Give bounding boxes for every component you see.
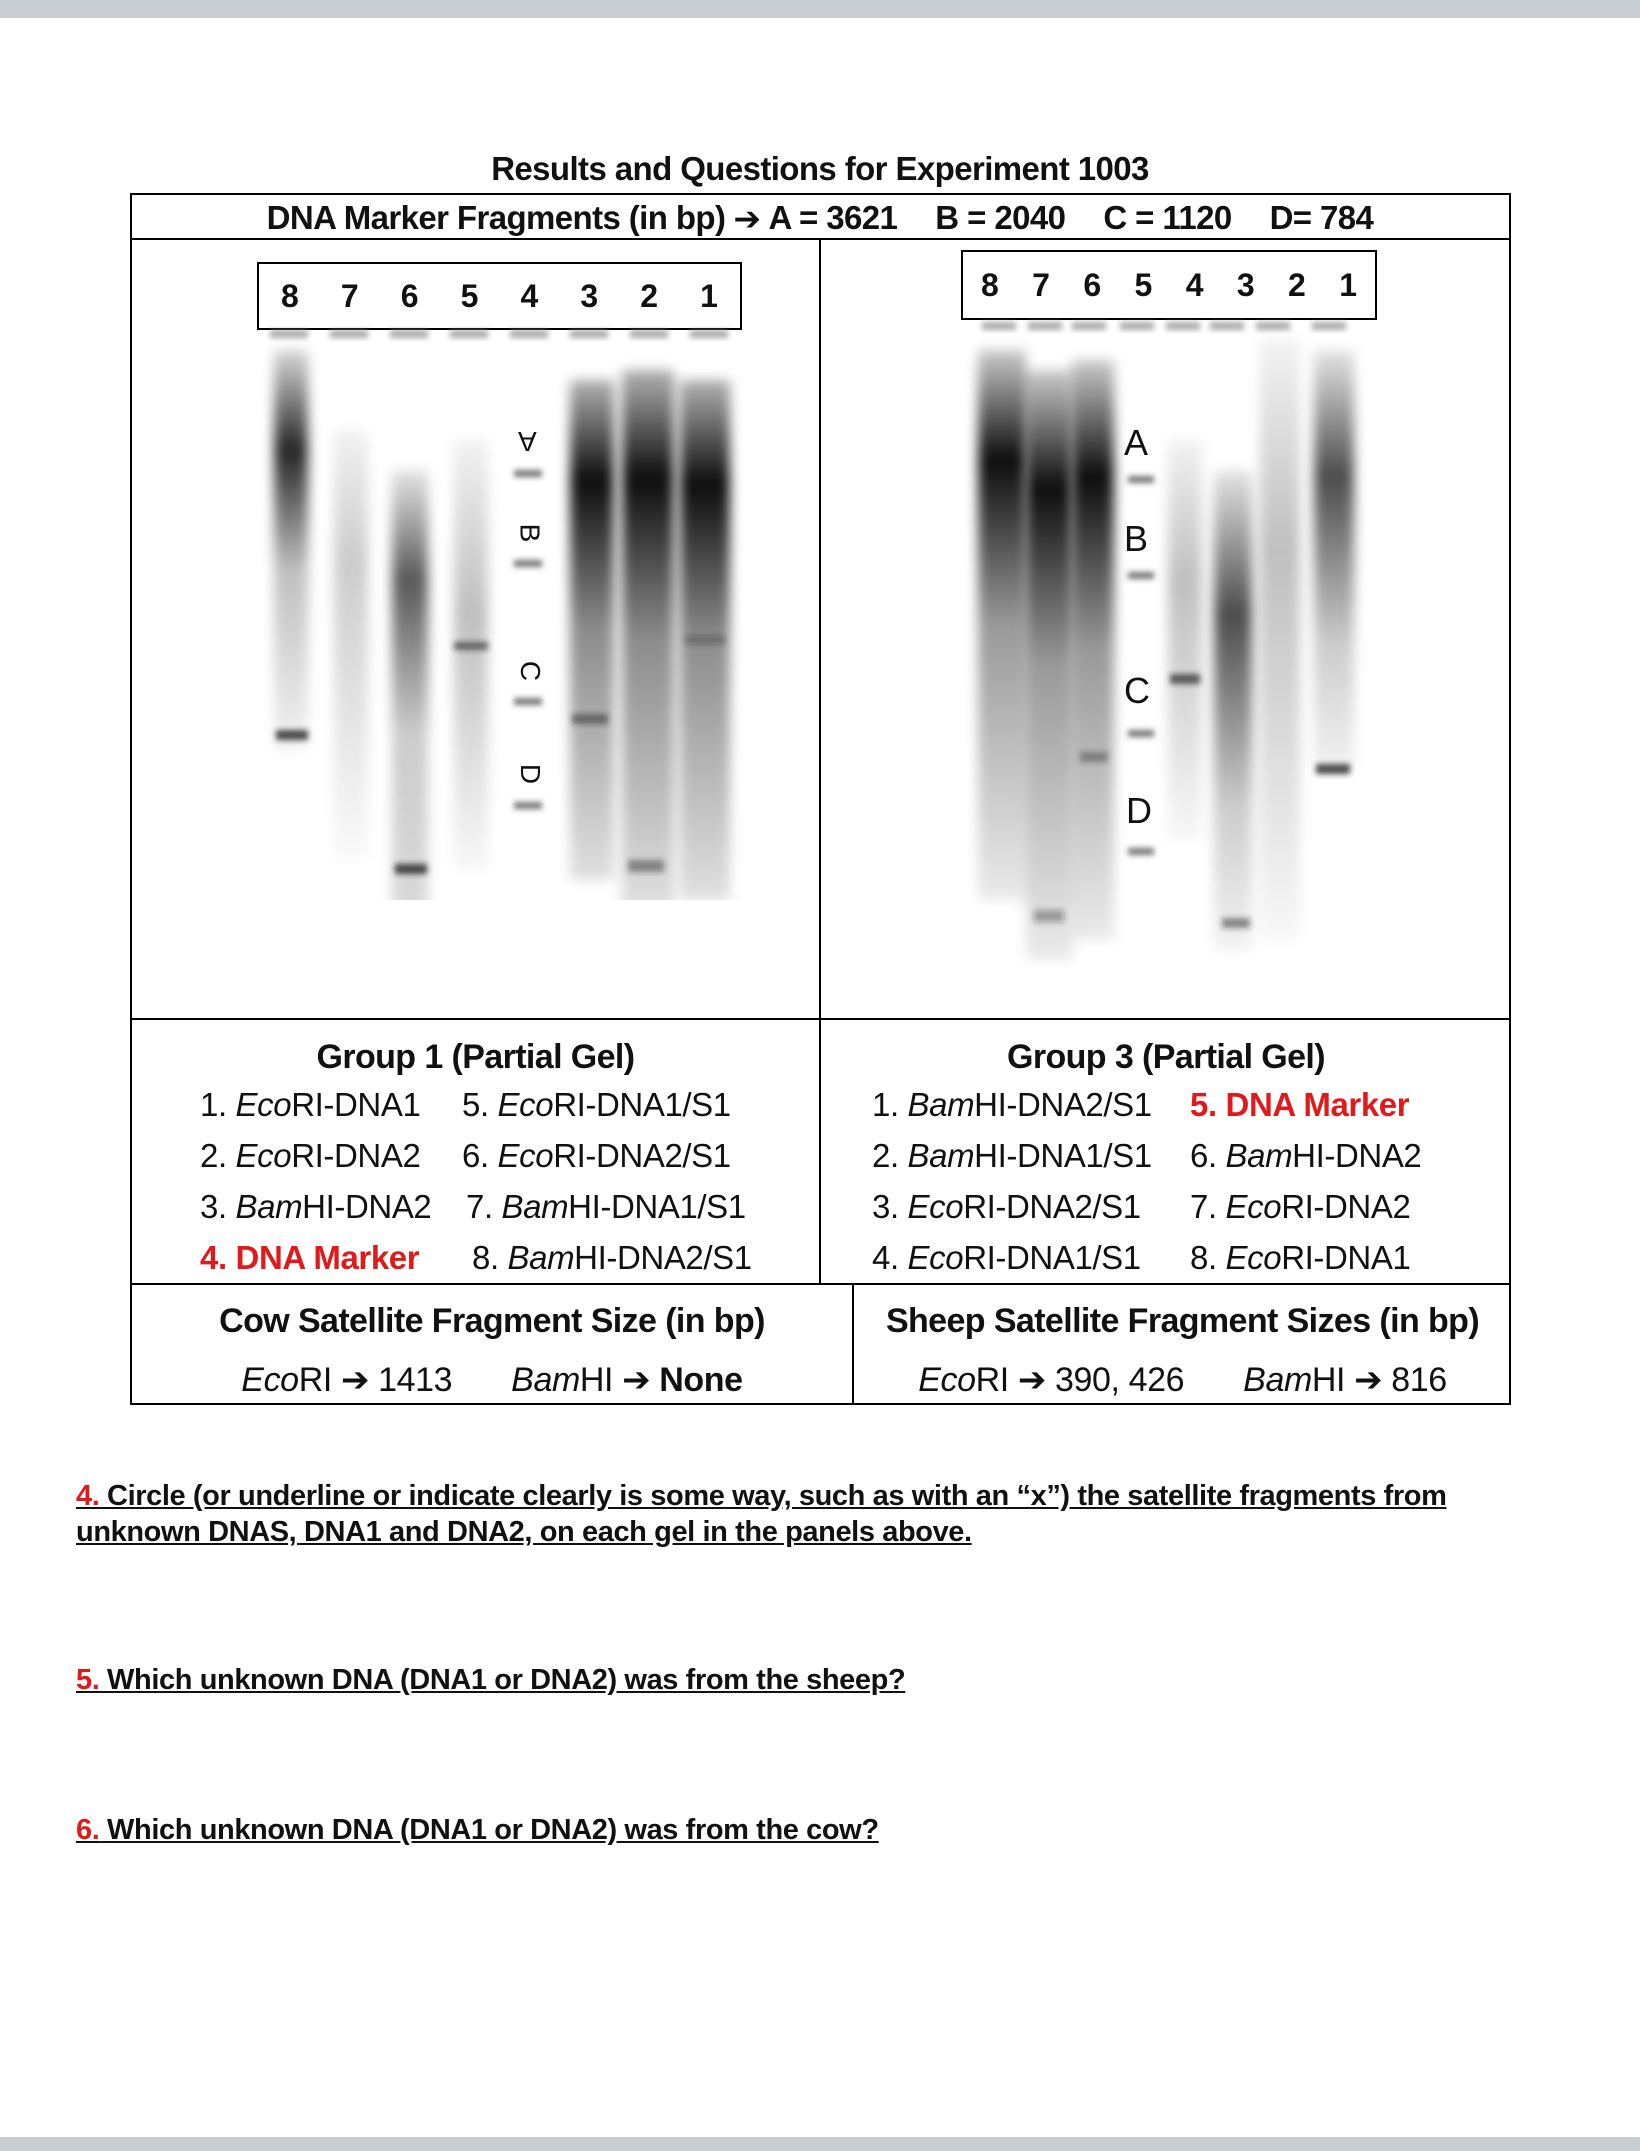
lane-number: 5 [1134, 266, 1153, 303]
lane-number: 2 [1288, 266, 1306, 303]
sheep-satellite-values: EcoRI ➔ 390, 426 BamHI ➔ 816 [918, 1361, 1447, 1399]
lane-item: 2. BamHI-DNA1/S1 [872, 1137, 1152, 1174]
lane-number: 7 [1032, 266, 1050, 303]
lane-number: 3 [580, 277, 599, 314]
gel1-marker-label-c: C [515, 660, 547, 682]
marker-size-d: D= 784 [1269, 199, 1374, 236]
lane-item-marker: 5. DNA Marker [1190, 1086, 1410, 1123]
arrow-right-icon: ➔ [1017, 1361, 1046, 1399]
question-4: 4. Circle (or underline or indicate clearly is some way, such as with an “x”) the satellite fragments from unknown DNAS, DNA1 and DNA2, on each gel in the panels above. [76, 1480, 1447, 1548]
gel3-marker-label-a: A [1124, 422, 1149, 463]
lane-item: 7. EcoRI-DNA2 [1190, 1188, 1411, 1225]
sheep-satellite-title: Sheep Satellite Fragment Sizes (in bp) [885, 1302, 1480, 1340]
lane-item: 1. EcoRI-DNA1 [200, 1086, 421, 1123]
question-5: 5. Which unknown DNA (DNA1 or DNA2) was from the sheep? [76, 1664, 906, 1696]
lane-item: 1. BamHI-DNA2/S1 [872, 1086, 1152, 1123]
gel3-image [960, 310, 1380, 970]
lane-number: 5 [460, 277, 479, 314]
lane-item: 6. BamHI-DNA2 [1190, 1137, 1422, 1174]
lane-number: 3 [1236, 266, 1255, 303]
lane-item: 3. EcoRI-DNA2/S1 [872, 1188, 1141, 1225]
lane-number: 7 [340, 277, 359, 314]
question-6: 6. Which unknown DNA (DNA1 or DNA2) was from the cow? [76, 1814, 879, 1846]
lane-item: 7. BamHI-DNA1/S1 [466, 1188, 746, 1225]
lane-item: 6. EcoRI-DNA2/S1 [462, 1137, 731, 1174]
lane-number: 1 [1339, 266, 1357, 303]
lane-number: 8 [981, 266, 999, 303]
lane-item: 5. EcoRI-DNA1/S1 [462, 1086, 731, 1123]
marker-size-a: A = 3621 [768, 199, 898, 236]
lane-item: 2. EcoRI-DNA2 [200, 1137, 421, 1174]
lane-item: 3. BamHI-DNA2 [200, 1188, 432, 1225]
bottom-border-bar [0, 2137, 1640, 2151]
gel1-marker-label-d: D [515, 763, 547, 785]
gel3-marker-label-c: C [1124, 670, 1150, 711]
lane-number: 6 [1083, 266, 1102, 303]
group3-title: Group 3 (Partial Gel) [1006, 1038, 1326, 1076]
divider [819, 238, 821, 1285]
lane-item-marker: 4. DNA Marker [200, 1239, 420, 1276]
cow-satellite-values: EcoRI ➔ 1413 BamHI ➔ None [241, 1361, 743, 1399]
gel3-marker-label-d: D [1126, 790, 1152, 831]
arrow-right-icon: ➔ [340, 1361, 370, 1399]
group3-lane-list [872, 1086, 1492, 1286]
lane-item: 8. BamHI-DNA2/S1 [472, 1239, 752, 1276]
page-title: Results and Questions for Experiment 1003 [491, 150, 1149, 187]
gel3-marker-label-b: B [1124, 518, 1149, 559]
lane-number: 4 [520, 277, 539, 314]
gel1-marker-label-a: A [518, 426, 537, 457]
marker-size-c: C = 1120 [1103, 199, 1232, 236]
divider [130, 1018, 1511, 1020]
lane-number: 6 [400, 277, 419, 314]
top-border-bar [0, 0, 1640, 18]
marker-fragments-header [130, 196, 1510, 240]
cow-satellite-title: Cow Satellite Fragment Size (in bp) [219, 1302, 765, 1340]
marker-size-b: B = 2040 [935, 199, 1066, 236]
lane-number: 2 [640, 277, 659, 314]
lane-number: 1 [700, 277, 718, 314]
gel1-image [250, 320, 750, 900]
group1-lane-list [200, 1086, 800, 1286]
marker-header-label: DNA Marker Fragments (in bp) [266, 199, 726, 236]
arrow-right-icon: ➔ [1354, 1361, 1383, 1399]
lane-item: 4. EcoRI-DNA1/S1 [872, 1239, 1141, 1276]
lane-number: 8 [281, 277, 299, 314]
lane-number: 4 [1185, 266, 1204, 303]
arrow-right-icon: ➔ [733, 199, 761, 237]
lane-item: 8. EcoRI-DNA1 [1190, 1239, 1411, 1276]
gel1-marker-label-b: B [514, 523, 546, 543]
arrow-right-icon: ➔ [622, 1361, 651, 1399]
group1-title: Group 1 (Partial Gel) [316, 1038, 635, 1076]
